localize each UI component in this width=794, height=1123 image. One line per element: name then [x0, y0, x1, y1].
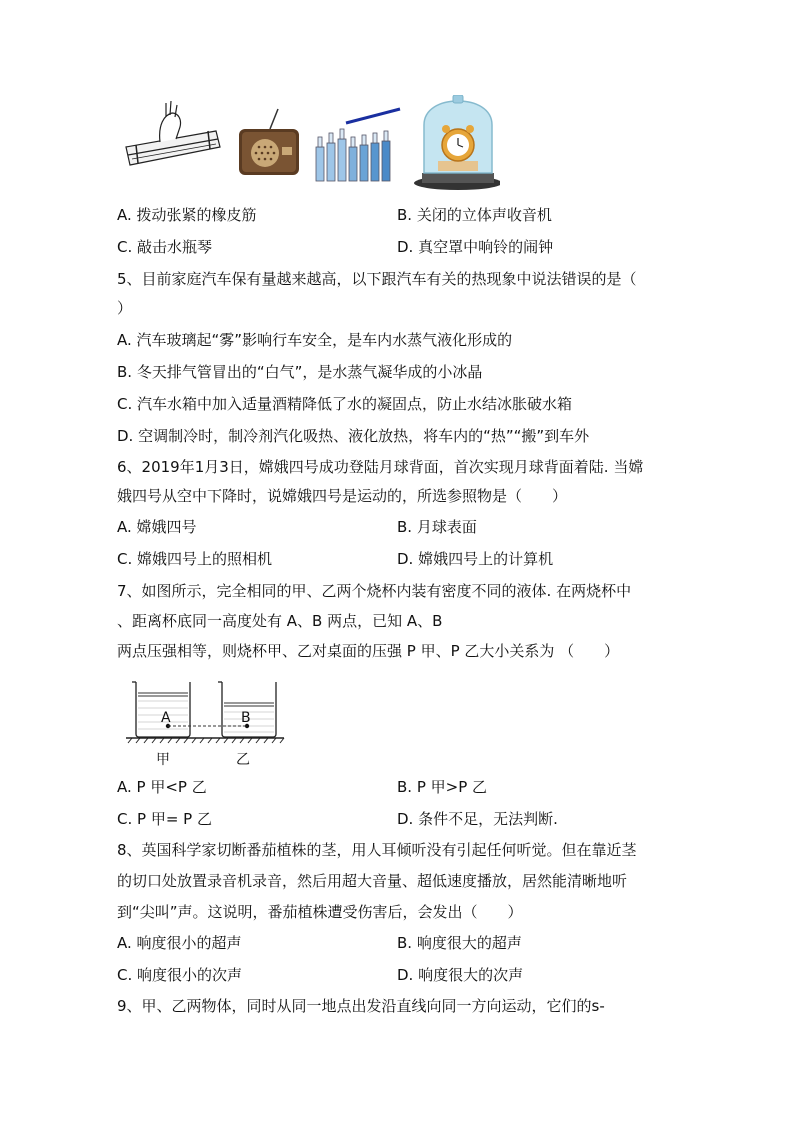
point-b-label: B	[241, 710, 251, 726]
q5-option-b: B. 冬天排气管冒出的“白气”，是水蒸气凝华成的小冰晶	[117, 363, 483, 381]
q7-stem-line1: 7、如图所示，完全相同的甲、乙两个烧杯内装有密度不同的液体. 在两烧杯中	[117, 582, 632, 600]
bell-jar-clock-illustration	[414, 95, 500, 190]
q5-option-d: D. 空调制冷时，制冷剂汽化吸热、液化放热，将车内的“热”“搬”到车外	[117, 427, 590, 445]
q7-option-d: D. 条件不足，无法判断.	[397, 810, 558, 828]
q5-stem-line2: ）	[117, 299, 133, 317]
q7-beakers-figure	[122, 676, 288, 744]
q5-option-c: C. 汽车水箱中加入适量酒精降低了水的凝固点，防止水结冰胀破水箱	[117, 395, 573, 413]
q8-option-a: A. 响度很小的超声	[117, 934, 242, 952]
q8-option-b: B. 响度很大的超声	[397, 934, 522, 952]
point-a-label: A	[161, 710, 171, 726]
q8-option-c: C. 响度很小的次声	[117, 966, 243, 984]
q6-option-a: A. 嫦娥四号	[117, 518, 197, 536]
q4-option-a: A. 拨动张紧的橡皮筋	[117, 206, 257, 224]
q7-option-b: B. P 甲>P 乙	[397, 778, 488, 796]
q5-stem-line1: 5、目前家庭汽车保有量越来越高，以下跟汽车有关的热现象中说法错误的是（	[117, 270, 637, 288]
water-bottles-illustration	[316, 109, 400, 181]
q9-stem-line1: 9、甲、乙两物体，同时从同一地点出发沿直线向同一方向运动，它们的s-	[117, 997, 605, 1015]
q6-option-b: B. 月球表面	[397, 518, 477, 536]
beaker-jia-label: 甲	[156, 752, 170, 768]
q6-stem-line1: 6、2019年1月3日，嫦娥四号成功登陆月球背面，首次实现月球背面着陆. 当嫦	[117, 458, 644, 476]
q5-option-a: A. 汽车玻璃起“雾”影响行车安全，是车内水蒸气液化形成的	[117, 331, 513, 349]
q4-option-d: D. 真空罩中响铃的闹钟	[397, 238, 554, 256]
beaker-yi-label: 乙	[236, 752, 250, 768]
q6-stem-line2: 娥四号从空中下降时，说嫦娥四号是运动的，所选参照物是（ ）	[117, 487, 568, 505]
table-surface	[126, 738, 284, 743]
q6-option-c: C. 嫦娥四号上的照相机	[117, 550, 273, 568]
q7-option-a: A. P 甲<P 乙	[117, 778, 207, 796]
rubber-band-illustration	[126, 101, 220, 165]
q7-stem-line3: 两点压强相等，则烧杯甲、乙对桌面的压强 P 甲、P 乙大小关系为 （ ）	[117, 642, 620, 660]
q4-option-b: B. 关闭的立体声收音机	[397, 206, 552, 224]
radio-illustration	[239, 109, 299, 175]
q4-option-c: C. 敲击水瓶琴	[117, 238, 213, 256]
q8-option-d: D. 响度很大的次声	[397, 966, 524, 984]
q7-option-c: C. P 甲= P 乙	[117, 810, 212, 828]
q7-stem-line2: 、距离杯底同一高度处有 A、B 两点，已知 A、B	[117, 612, 443, 630]
q8-stem-line3: 到“尖叫”声。这说明，番茄植株遭受伤害后，会发出（ ）	[117, 903, 523, 921]
q6-option-d: D. 嫦娥四号上的计算机	[397, 550, 554, 568]
q4-illustrations	[120, 95, 500, 195]
q8-stem-line2: 的切口处放置录音机录音，然后用超大音量、超低速度播放，居然能清晰地听	[117, 872, 628, 890]
q8-stem-line1: 8、英国科学家切断番茄植株的茎，用人耳倾听没有引起任何听觉。但在靠近茎	[117, 841, 637, 859]
